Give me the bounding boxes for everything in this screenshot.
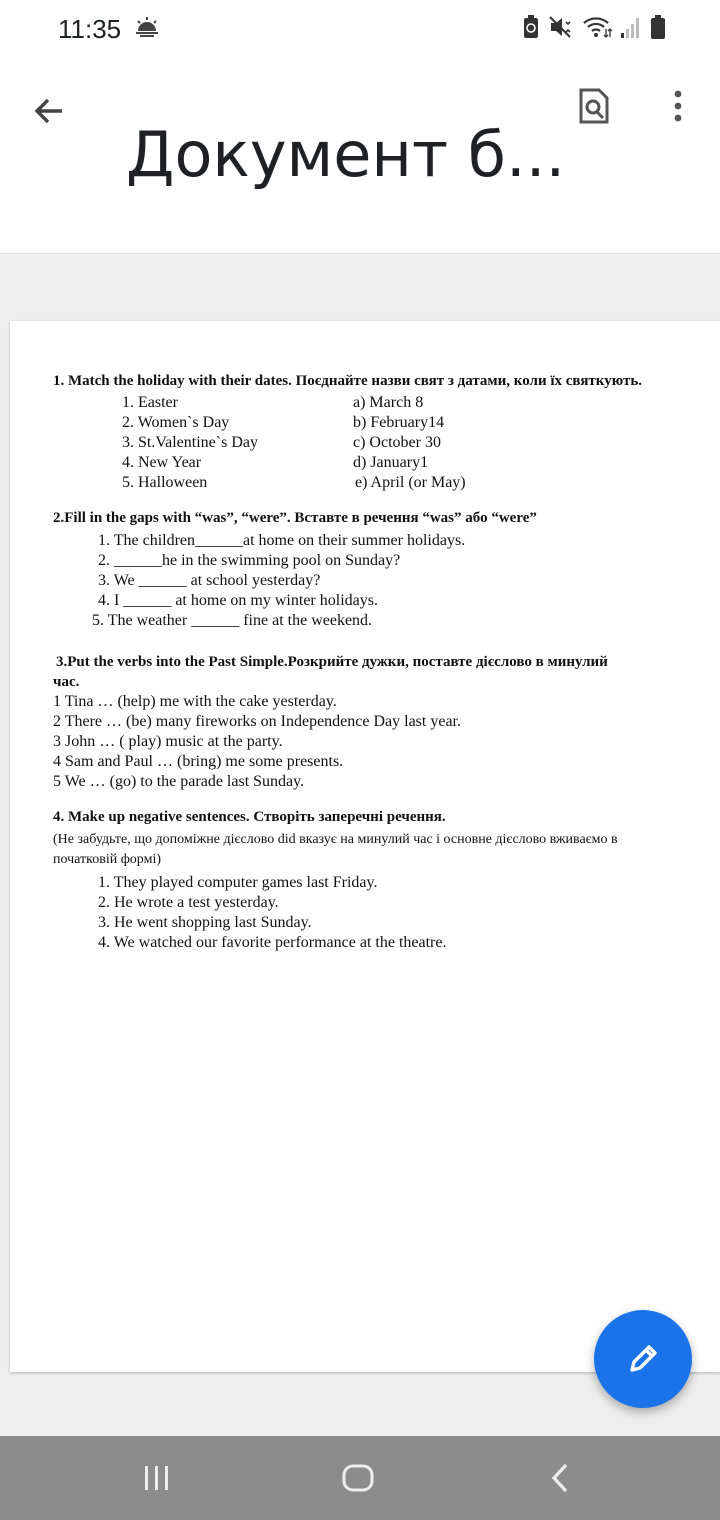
task4-note: (Не забудьте, що допоміжне дієслово did вказує на минулий час і основне дієслово вживаємо в: [53, 832, 618, 847]
edit-pencil-icon: [625, 1341, 661, 1377]
recent-apps-icon[interactable]: [137, 1458, 177, 1498]
task3-heading-line2: час.: [53, 674, 80, 690]
negative-item: 4. We watched our favorite performance at the theatre.: [98, 934, 447, 951]
arrow-back-icon[interactable]: [26, 88, 72, 134]
gap-item: 1. The children______at home on their summer holidays.: [98, 532, 466, 549]
negative-item: 2. He wrote a test yesterday.: [98, 894, 279, 911]
task1-heading: 1. Match the holiday with their dates. Поєднайте назви свят з датами, коли їх святкують.: [53, 373, 643, 389]
recycle-battery-icon: [522, 14, 540, 45]
holiday-item: 3. St.Valentine`s Day: [122, 434, 258, 451]
gap-item: 3. We ______ at school yesterday?: [98, 572, 321, 589]
verb-item: 4 Sam and Paul … (bring) me some presents.: [53, 753, 344, 770]
negative-item: 3. He went shopping last Sunday.: [98, 914, 312, 931]
date-item: e) April (or May): [355, 474, 466, 491]
holiday-item: 1. Easter: [122, 394, 178, 411]
mute-icon: [548, 15, 574, 44]
signal-icon: [620, 15, 642, 44]
status-bar: [0, 0, 720, 58]
verb-item: 3 John … ( play) music at the party.: [53, 733, 283, 750]
more-vert-icon[interactable]: [656, 82, 700, 130]
app-bar: [0, 58, 720, 254]
task3-heading-rest: .Розкрийте дужки, поставте дієслово в минулий: [283, 654, 608, 670]
date-item: d) January1: [353, 454, 429, 471]
navigation-bar: [0, 1436, 720, 1520]
status-time: 11:35: [58, 14, 122, 44]
edit-button[interactable]: [594, 1310, 692, 1408]
gap-item: 2. ______he in the swimming pool on Sunday?: [98, 552, 401, 569]
verb-item: 1 Tina … (help) me with the cake yesterday.: [53, 693, 337, 710]
holiday-item: 2. Women`s Day: [122, 414, 230, 431]
gap-item: 4. I ______ at home on my winter holidays.: [98, 592, 378, 609]
date-item: b) February14: [353, 414, 445, 431]
holiday-item: 4. New Year: [122, 454, 202, 471]
wifi-icon: [582, 15, 612, 44]
weather-icon: [134, 16, 160, 43]
find-in-page-icon[interactable]: [570, 82, 618, 130]
battery-icon: [650, 14, 666, 45]
verb-item: 2 There … (be) many fireworks on Independence Day last year.: [53, 713, 461, 730]
task2-heading: 2.Fill in the gaps with “was”, “were”. Вставте в речення “was” або “were”: [53, 510, 537, 526]
task4-heading: 4. Make up negative sentences. Створіть заперечні речення.: [53, 809, 446, 825]
date-item: c) October 30: [353, 434, 441, 451]
task4-note-line2: початковій формі): [53, 852, 161, 867]
document-page[interactable]: [10, 321, 720, 1372]
home-icon[interactable]: [338, 1458, 378, 1498]
task3-heading-bold: 3.Put the verbs into the Past Simple: [56, 654, 284, 670]
verb-item: 5 We … (go) to the parade last Sunday.: [53, 773, 305, 790]
holiday-item: 5. Halloween: [122, 474, 208, 491]
gap-item: 5. The weather ______ fine at the weekend.: [92, 612, 373, 629]
task3-heading: [56, 652, 608, 672]
date-item: a) March 8: [353, 394, 424, 411]
document-title: Документ б...: [126, 118, 566, 191]
back-icon[interactable]: [540, 1458, 580, 1498]
negative-item: 1. They played computer games last Friday.: [98, 874, 378, 891]
